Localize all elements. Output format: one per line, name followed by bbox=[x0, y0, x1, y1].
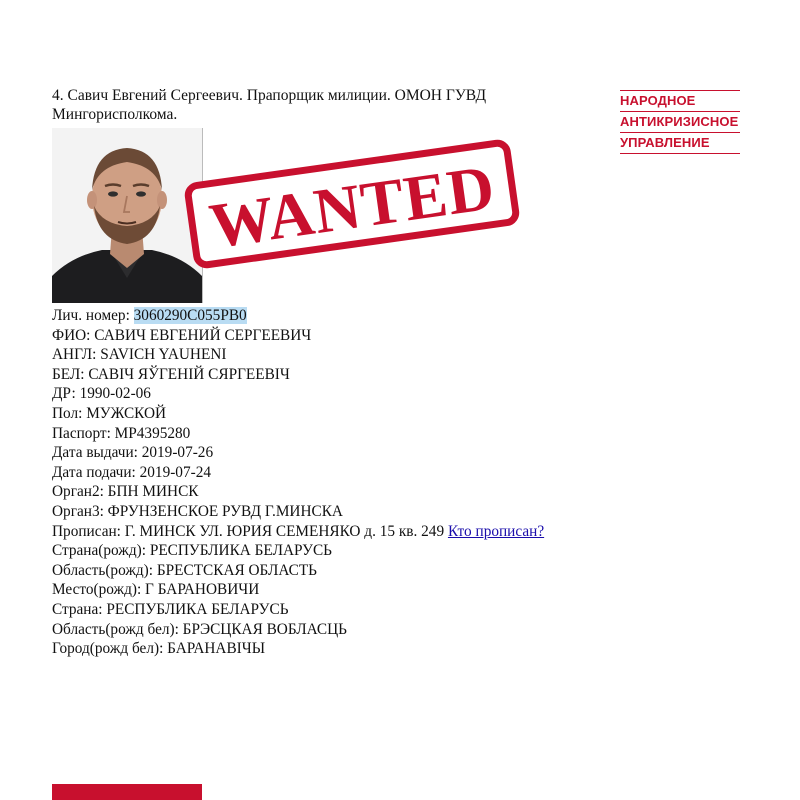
logo-line-3: УПРАВЛЕНИЕ bbox=[620, 132, 740, 154]
field-registration bbox=[52, 522, 752, 542]
record-heading: 4. Савич Евгений Сергеевич. Прапорщик милиции. ОМОН ГУВД Мингорисполкома. bbox=[52, 87, 487, 123]
suspect-photo bbox=[52, 128, 203, 303]
field-fio: ФИО: САВИЧ ЕВГЕНИЙ СЕРГЕЕВИЧ bbox=[52, 326, 312, 344]
personal-number-value[interactable]: 3060290C055PB0 bbox=[133, 307, 247, 324]
record-fields bbox=[52, 306, 752, 659]
person-portrait-icon bbox=[52, 128, 202, 303]
brand-logo bbox=[620, 90, 740, 154]
field-authority-2: Орган2: БПН МИНСК bbox=[52, 483, 199, 501]
footer-red-bar bbox=[52, 784, 202, 800]
field-country: Страна: РЕСПУБЛИКА БЕЛАРУСЬ bbox=[52, 600, 289, 618]
field-birth-place: Место(рожд): Г БАРАНОВИЧИ bbox=[52, 581, 260, 599]
field-application-date: Дата подачи: 2019-07-24 bbox=[52, 463, 211, 481]
personal-number-row bbox=[52, 306, 752, 326]
wanted-stamp-text: WANTED bbox=[205, 151, 500, 262]
field-birth-date: ДР: 1990-02-06 bbox=[52, 385, 151, 403]
who-registered-link[interactable]: Кто прописан? bbox=[447, 522, 545, 540]
field-bel: БЕЛ: САВІЧ ЯЎГЕНІЙ СЯРГЕЕВІЧ bbox=[52, 365, 290, 383]
field-birth-region-bel: Область(рожд бел): БРЭСЦКАЯ ВОБЛАСЦЬ bbox=[52, 620, 347, 638]
wanted-stamp bbox=[182, 137, 521, 270]
field-engl: АНГЛ: SAVICH YAUHENI bbox=[52, 346, 227, 364]
logo-line-2: АНТИКРИЗИСНОЕ bbox=[620, 111, 740, 132]
wanted-stamp-icon bbox=[182, 137, 521, 270]
field-birth-city-bel: Город(рожд бел): БАРАНАВІЧЫ bbox=[52, 640, 266, 658]
field-issue-date: Дата выдачи: 2019-07-26 bbox=[52, 444, 214, 462]
logo-line-1: НАРОДНОЕ bbox=[620, 90, 740, 111]
field-birth-country: Страна(рожд): РЕСПУБЛИКА БЕЛАРУСЬ bbox=[52, 542, 332, 560]
personal-number-label: Лич. номер: bbox=[52, 307, 134, 324]
field-passport: Паспорт: MP4395280 bbox=[52, 424, 191, 442]
registration-text: Прописан: Г. МИНСК УЛ. ЮРИЯ СЕМЕНЯКО д. 15 кв. 249 bbox=[52, 522, 448, 540]
field-gender: Пол: МУЖСКОЙ bbox=[52, 404, 167, 422]
field-authority-3: Орган3: ФРУНЗЕНСКОЕ РУВД Г.МИНСКА bbox=[52, 502, 343, 520]
field-birth-region: Область(рожд): БРЕСТСКАЯ ОБЛАСТЬ bbox=[52, 561, 317, 579]
